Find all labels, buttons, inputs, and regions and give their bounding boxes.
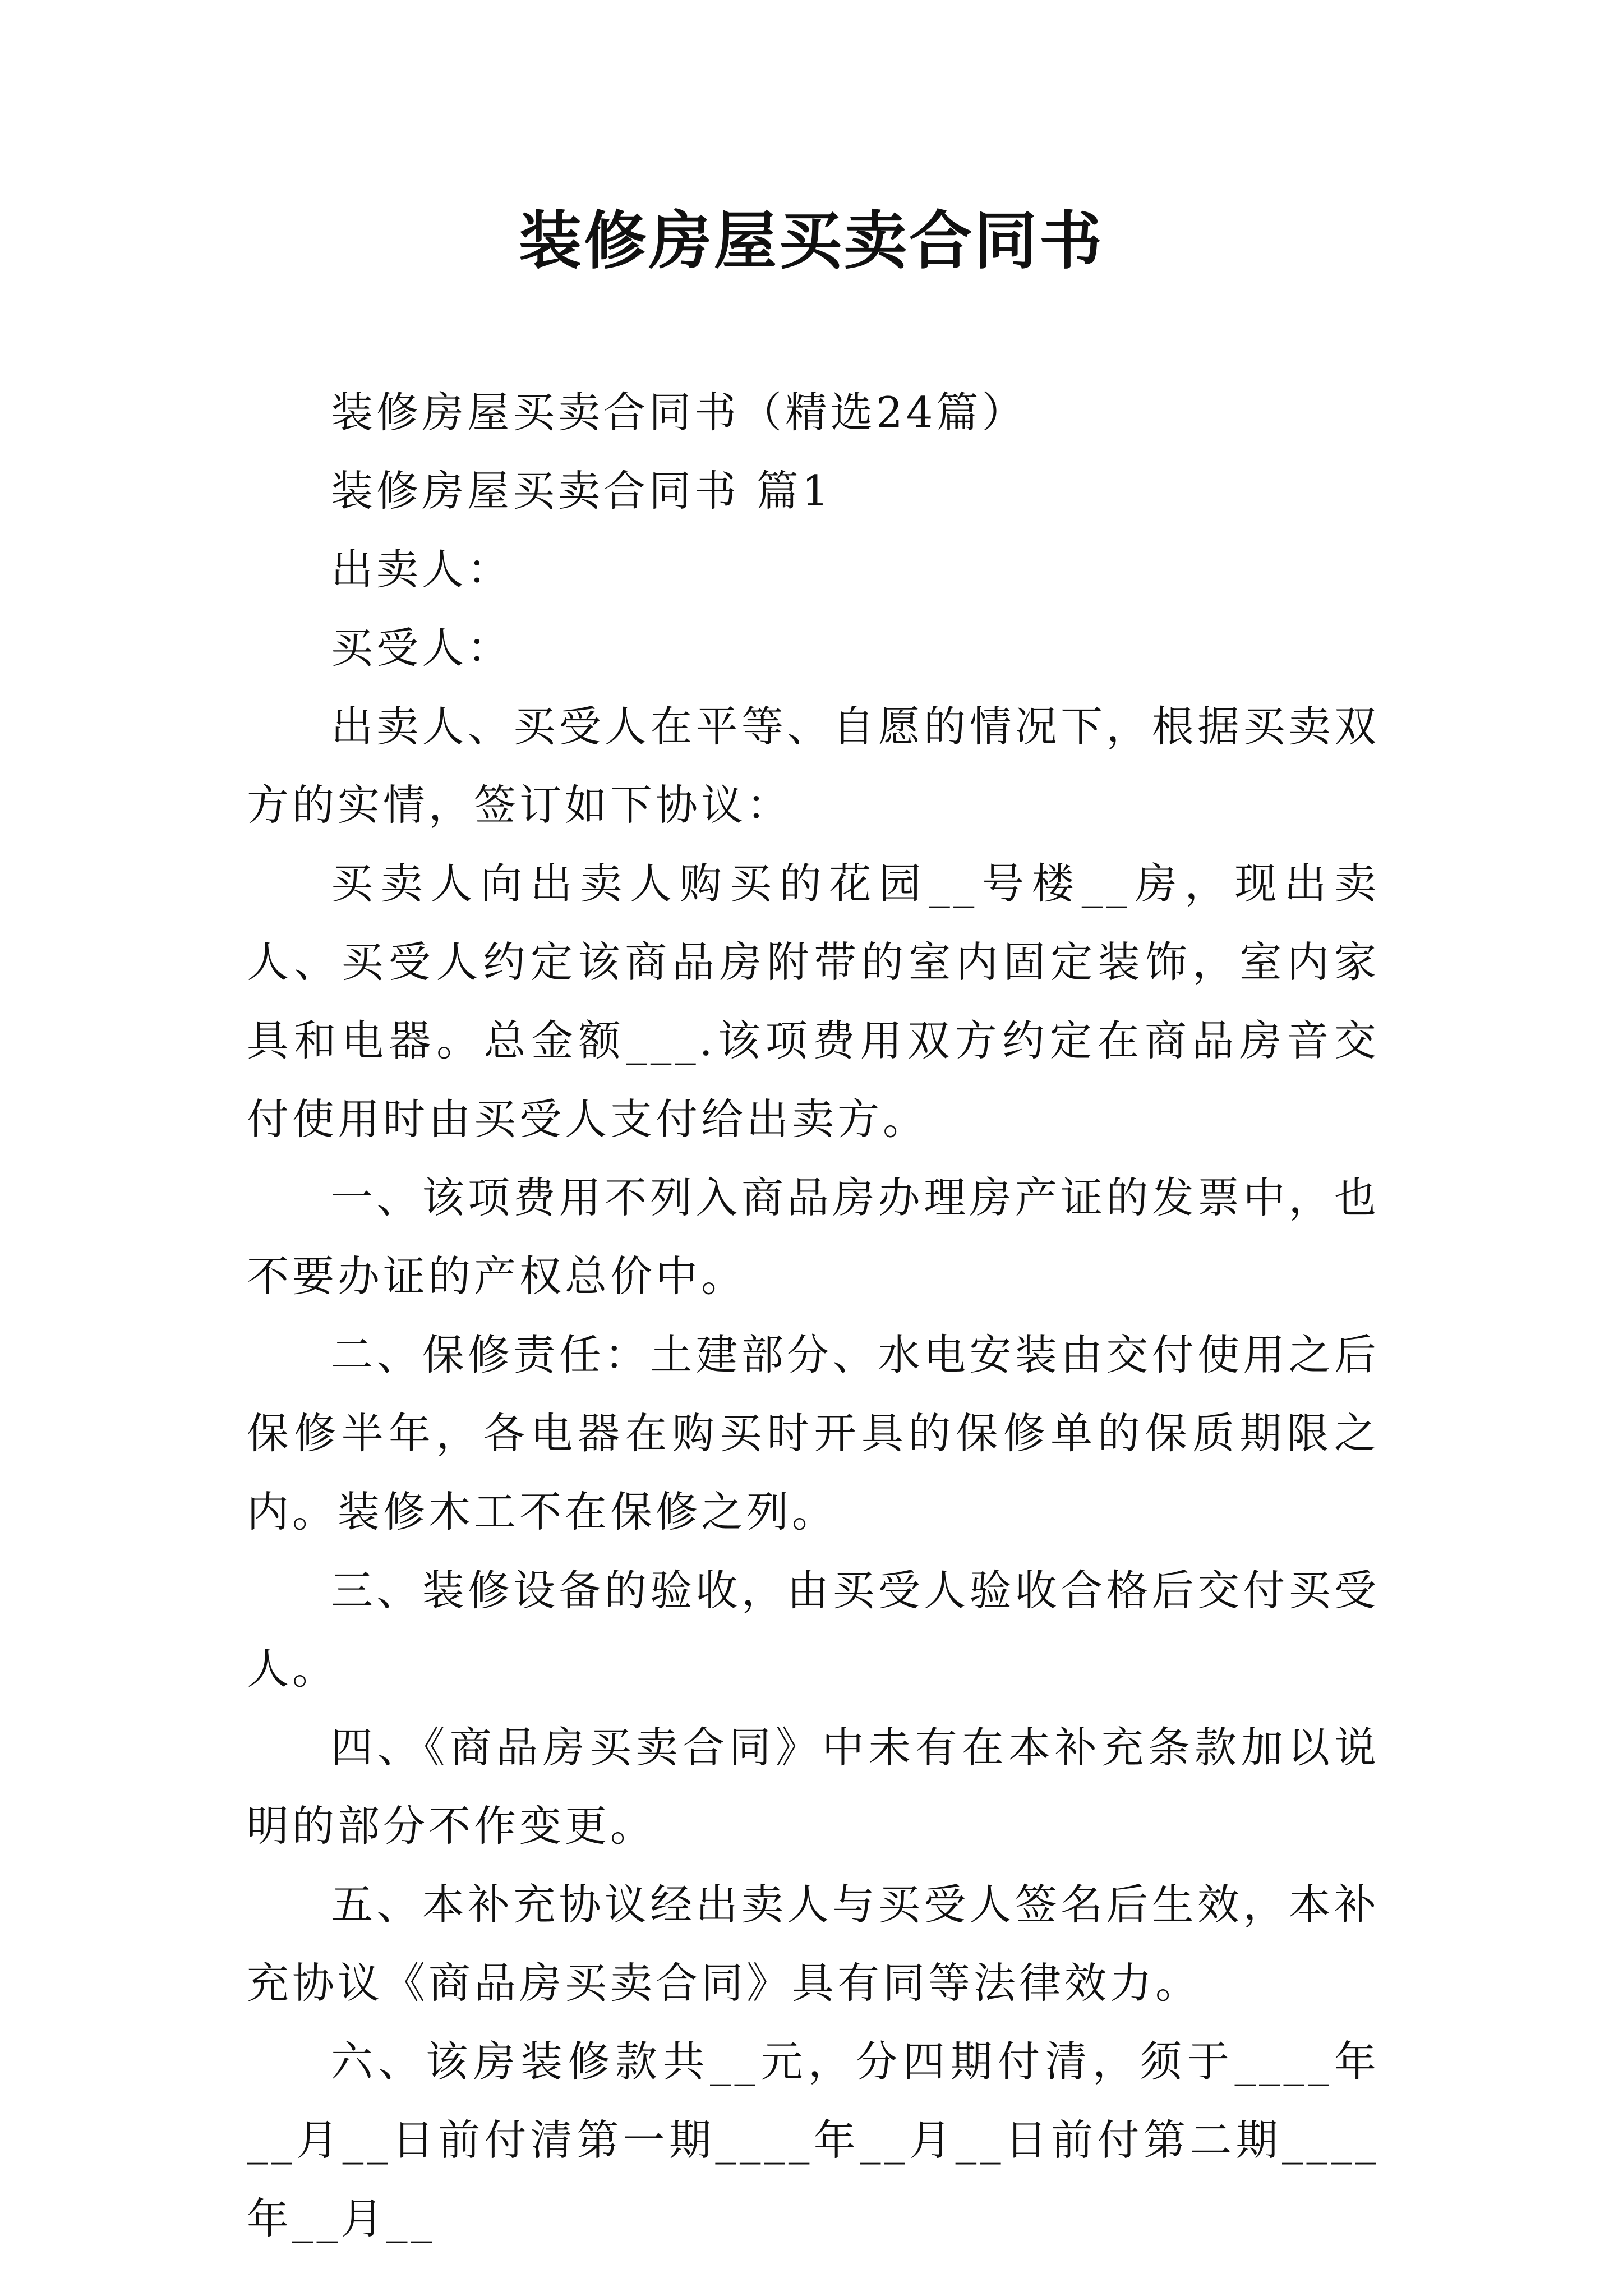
- paragraph-seller: 出卖人：: [331, 545, 513, 594]
- document-title: 装修房屋买卖合同书: [519, 204, 1104, 278]
- paragraph-section-heading: 装修房屋买卖合同书 篇1: [331, 466, 832, 516]
- paragraph-clause-5: 五、本补充协议经出卖人与买受人签名后生效，本补充协议《商品房买卖合同》具有同等法律效力。: [247, 1880, 1380, 2008]
- paragraph-preamble: 出卖人、买受人在平等、自愿的情况下，根据买卖双方的实情，签订如下协议：: [247, 702, 1380, 830]
- paragraph-clause-6: 六、该房装修款共__元，分四期付清，须于____年__月__日前付清第一期____年__月__日前付第二期____年__月__: [247, 2037, 1380, 2243]
- paragraph-clause-2: 二、保修责任：土建部分、水电安装由交付使用之后保修半年，各电器在购买时开具的保修单的保质期限之内。装修木工不在保修之列。: [247, 1330, 1380, 1536]
- paragraph-purchase: 买卖人向出卖人购买的花园__号楼__房，现出卖人、买受人约定该商品房附带的室内固定装饰，室内家具和电器。总金额___.该项费用双方约定在商品房音交付使用时由买受人支付给出卖方。: [247, 859, 1380, 1144]
- paragraph-buyer: 买受人：: [331, 623, 513, 673]
- paragraph-clause-4: 四、《商品房买卖合同》中未有在本补充条款加以说明的部分不作变更。: [247, 1723, 1380, 1851]
- paragraph-subtitle: 装修房屋买卖合同书（精选24篇）: [331, 388, 1027, 437]
- document-body: [247, 373, 1380, 2258]
- paragraph-clause-3: 三、装修设备的验收，由买受人验收合格后交付买受人。: [247, 1566, 1380, 1694]
- paragraph-clause-1: 一、该项费用不列入商品房办理房产证的发票中，也不要办证的产权总价中。: [247, 1173, 1380, 1301]
